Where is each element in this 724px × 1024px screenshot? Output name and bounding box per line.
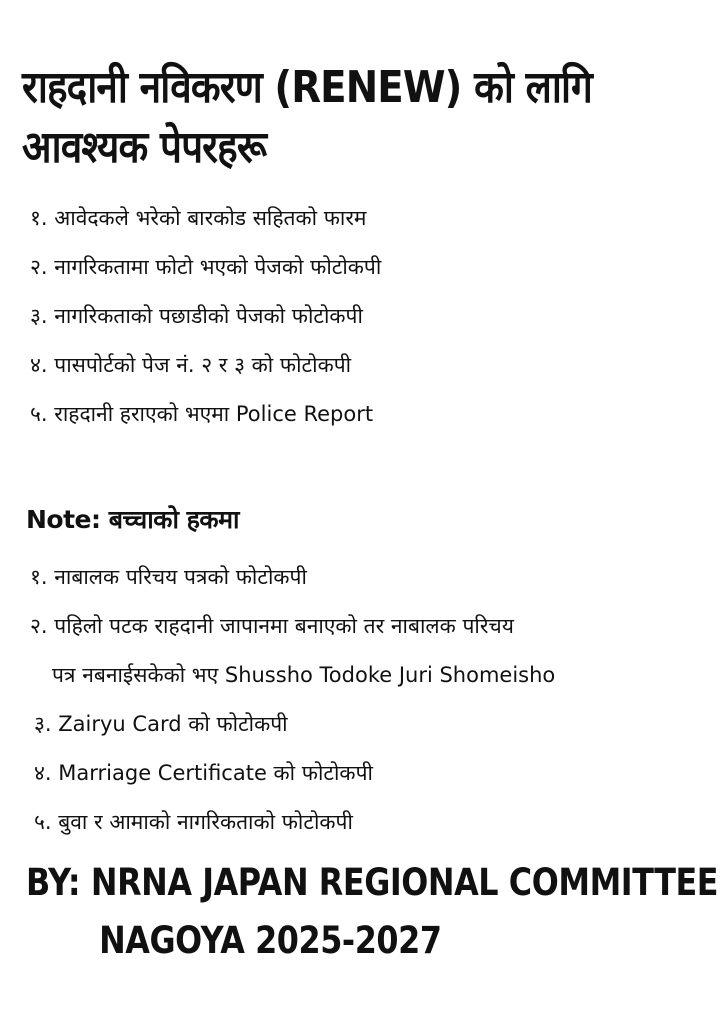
- requirement-item: १. आवेदकले भरेको बारकोड सहितको फारम: [30, 206, 367, 230]
- page-title: [22, 58, 629, 178]
- requirement-item: ३. नागरिकताको पछाडीको पेजको फोटोकपी: [30, 304, 363, 328]
- footer-line-2: NAGOYA 2025-2027: [99, 919, 442, 962]
- child-requirement-item-continuation: पत्र नबनाईसकेको भए Shussho Todoke Juri Shomeisho: [52, 663, 556, 687]
- note-heading: Note: बच्चाको हकमा: [26, 505, 240, 534]
- title-line-2: आवश्यक पेपरहरू: [22, 122, 267, 173]
- child-requirement-item: ३. Zairyu Card को फोटोकपी: [34, 712, 288, 736]
- requirements-list: [30, 194, 381, 439]
- child-requirement-item: १. नाबालक परिचय पत्रको फोटोकपी: [30, 565, 307, 589]
- requirement-item: ५. राहदानी हराएको भएमा Police Report: [30, 402, 374, 426]
- child-requirement-item: २. पहिलो पटक राहदानी जापानमा बनाएको तर नाबालक परिचय: [30, 614, 514, 638]
- child-requirement-item: ४. Marriage Certificate को फोटोकपी: [34, 761, 373, 785]
- requirement-item: ४. पासपोर्टको पेज नं. २ र ३ को फोटोकपी: [30, 353, 352, 377]
- child-requirement-item: ५. बुवा र आमाको नागरिकताको फोटोकपी: [34, 810, 353, 834]
- title-line-1: राहदानी नविकरण (RENEW) को लागि: [22, 62, 592, 113]
- footer-line-1: BY: NRNA JAPAN REGIONAL COMMITTEE: [26, 861, 719, 904]
- requirement-item: २. नागरिकतामा फोटो भएको पेजको फोटोकपी: [30, 255, 382, 279]
- children-requirements-list: [30, 553, 555, 847]
- footer-credit: [26, 854, 719, 970]
